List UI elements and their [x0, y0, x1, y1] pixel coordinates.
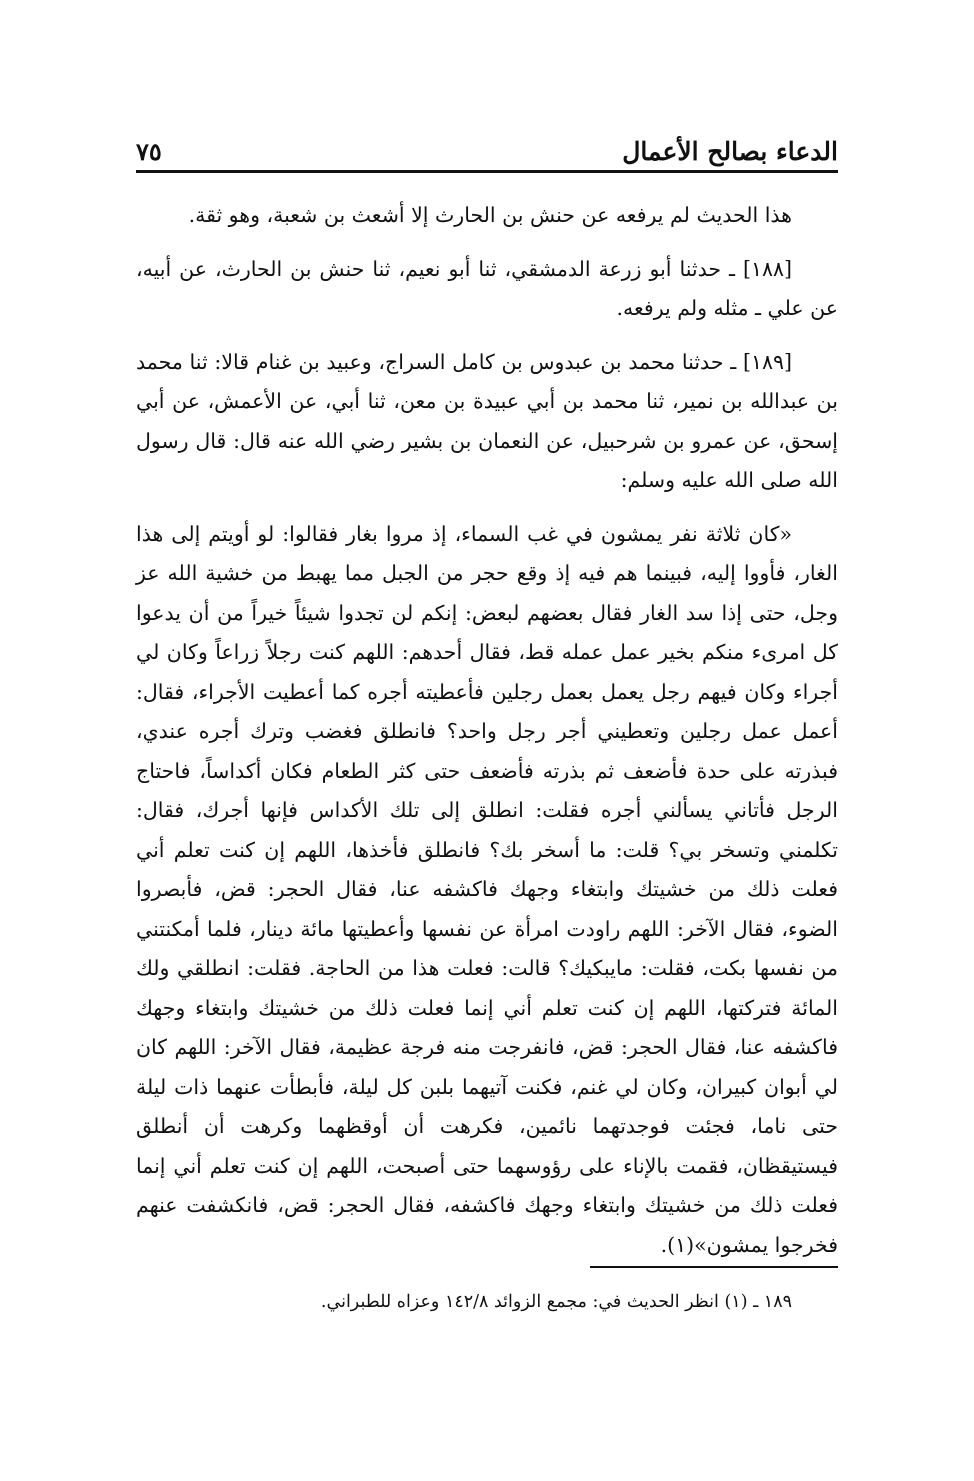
page-header — [136, 128, 838, 168]
footnote-rule — [590, 1266, 838, 1268]
paragraph-hadith-189-matn: «كان ثلاثة نفر يمشون في غب السماء، إذ مروا بغار فقالوا: لو أويتم إلى هذا الغار، فأووا إليه، فبينما هم فيه إذ وقع حجر من الجبل مما يهبط من خشية الله عز وجل، حتى إذا سد الغار فقال بعضهم لبعض: إنكم لن تجدوا شيئاً خيراً من أن يدعوا كل امرىء منكم بخير عمل عمله قط، فقال أحدهم: اللهم كنت رجلاً زراعاً وكان لي أجراء وكان فيهم رجل يعمل بعمل رجلين فأعطيته أجره كما أعطيت الأجراء، فقال: أعمل عمل رجلين وتعطيني أجر رجل واحد؟ فانطلق فغضب وترك أجره عندي، فبذرته على حدة فأضعف ثم بذرته فأضعف حتى كثر الطعام فكان أكداساً، فاحتاج الرجل فأتاني يسألني أجره فقلت: انطلق إلى تلك الأكداس فإنها أجرك، فقال: تكلمني وتسخر بي؟ قلت: ما أسخر بك؟ فانطلق فأخذها، اللهم إن كنت تعلم أني فعلت ذلك من خشيتك وابتغاء وجهك فاكشفه عنا، فقال الحجر: قض، فأبصروا الضوء، فقال الآخر: اللهم راودت امرأة عن نفسها وأعطيتها مائة دينار، فلما أمكنتني من نفسها بكت، فقلت: مايبكيك؟ قالت: فعلت هذا من الحاجة. فقلت: انطلقي ولك المائة فتركتها، اللهم إن كنت تعلم أني إنما فعلت ذلك من خشيتك وابتغاء وجهك فاكشفه عنا، فقال الحجر: قض، فانفرجت منه فرجة عظيمة، فقال الآخر: اللهم كان لي أبوان كبيران، وكان لي غنم، فكنت آتيهما بلبن كل ليلة، فأبطأت عنهما ذات ليلة حتى ناما، فجئت فوجدتهما نائمين، فكرهت أن أوقظهما وكرهت أن أنطلق فيستيقظان، فقمت بالإناء على رؤوسهما حتى أصبحت، اللهم إن كنت تعلم أني إنما فعلت ذلك من خشيتك وابتغاء وجهك فاكشفه، فقال الحجر: قض، فانكشفت عنهم فخرجوا يمشون»(١). — [136, 521, 838, 1257]
page-number: ٧٥ — [136, 137, 162, 166]
paragraph-hadith-189-isnad: [١٨٩] ـ حدثنا محمد بن عبدوس بن كامل السراج، وعبيد بن غنام قالا: ثنا محمد بن عبدالله بن نمير، ثنا محمد بن أبي عبيدة بن معن، ثنا أبي، عن الأعمش، عن أبي إسحق، عن عمرو بن شرحبيل، عن النعمان بن بشير رضي الله عنه قال: قال رسول الله صلى الله عليه وسلم: — [136, 349, 838, 492]
paragraph-hadith-188: [١٨٨] ـ حدثنا أبو زرعة الدمشقي، ثنا أبو نعيم، ثنا حنش بن الحارث، عن أبيه، عن علي ـ مثله ولم يرفعه. — [136, 256, 838, 320]
paragraph-hadith-note: هذا الحديث لم يرفعه عن حنش بن الحارث إلا أشعث بن شعبة، وهو ثقة. — [188, 203, 792, 227]
header-rule — [136, 170, 838, 173]
main-text — [136, 196, 838, 1265]
footnote: ١٨٩ ـ (١) انظر الحديث في: مجمع الزوائد ١٤٢/٨ وعزاه للطبراني. — [320, 1292, 792, 1312]
running-title: الدعاء بصالح الأعمال — [622, 137, 838, 166]
